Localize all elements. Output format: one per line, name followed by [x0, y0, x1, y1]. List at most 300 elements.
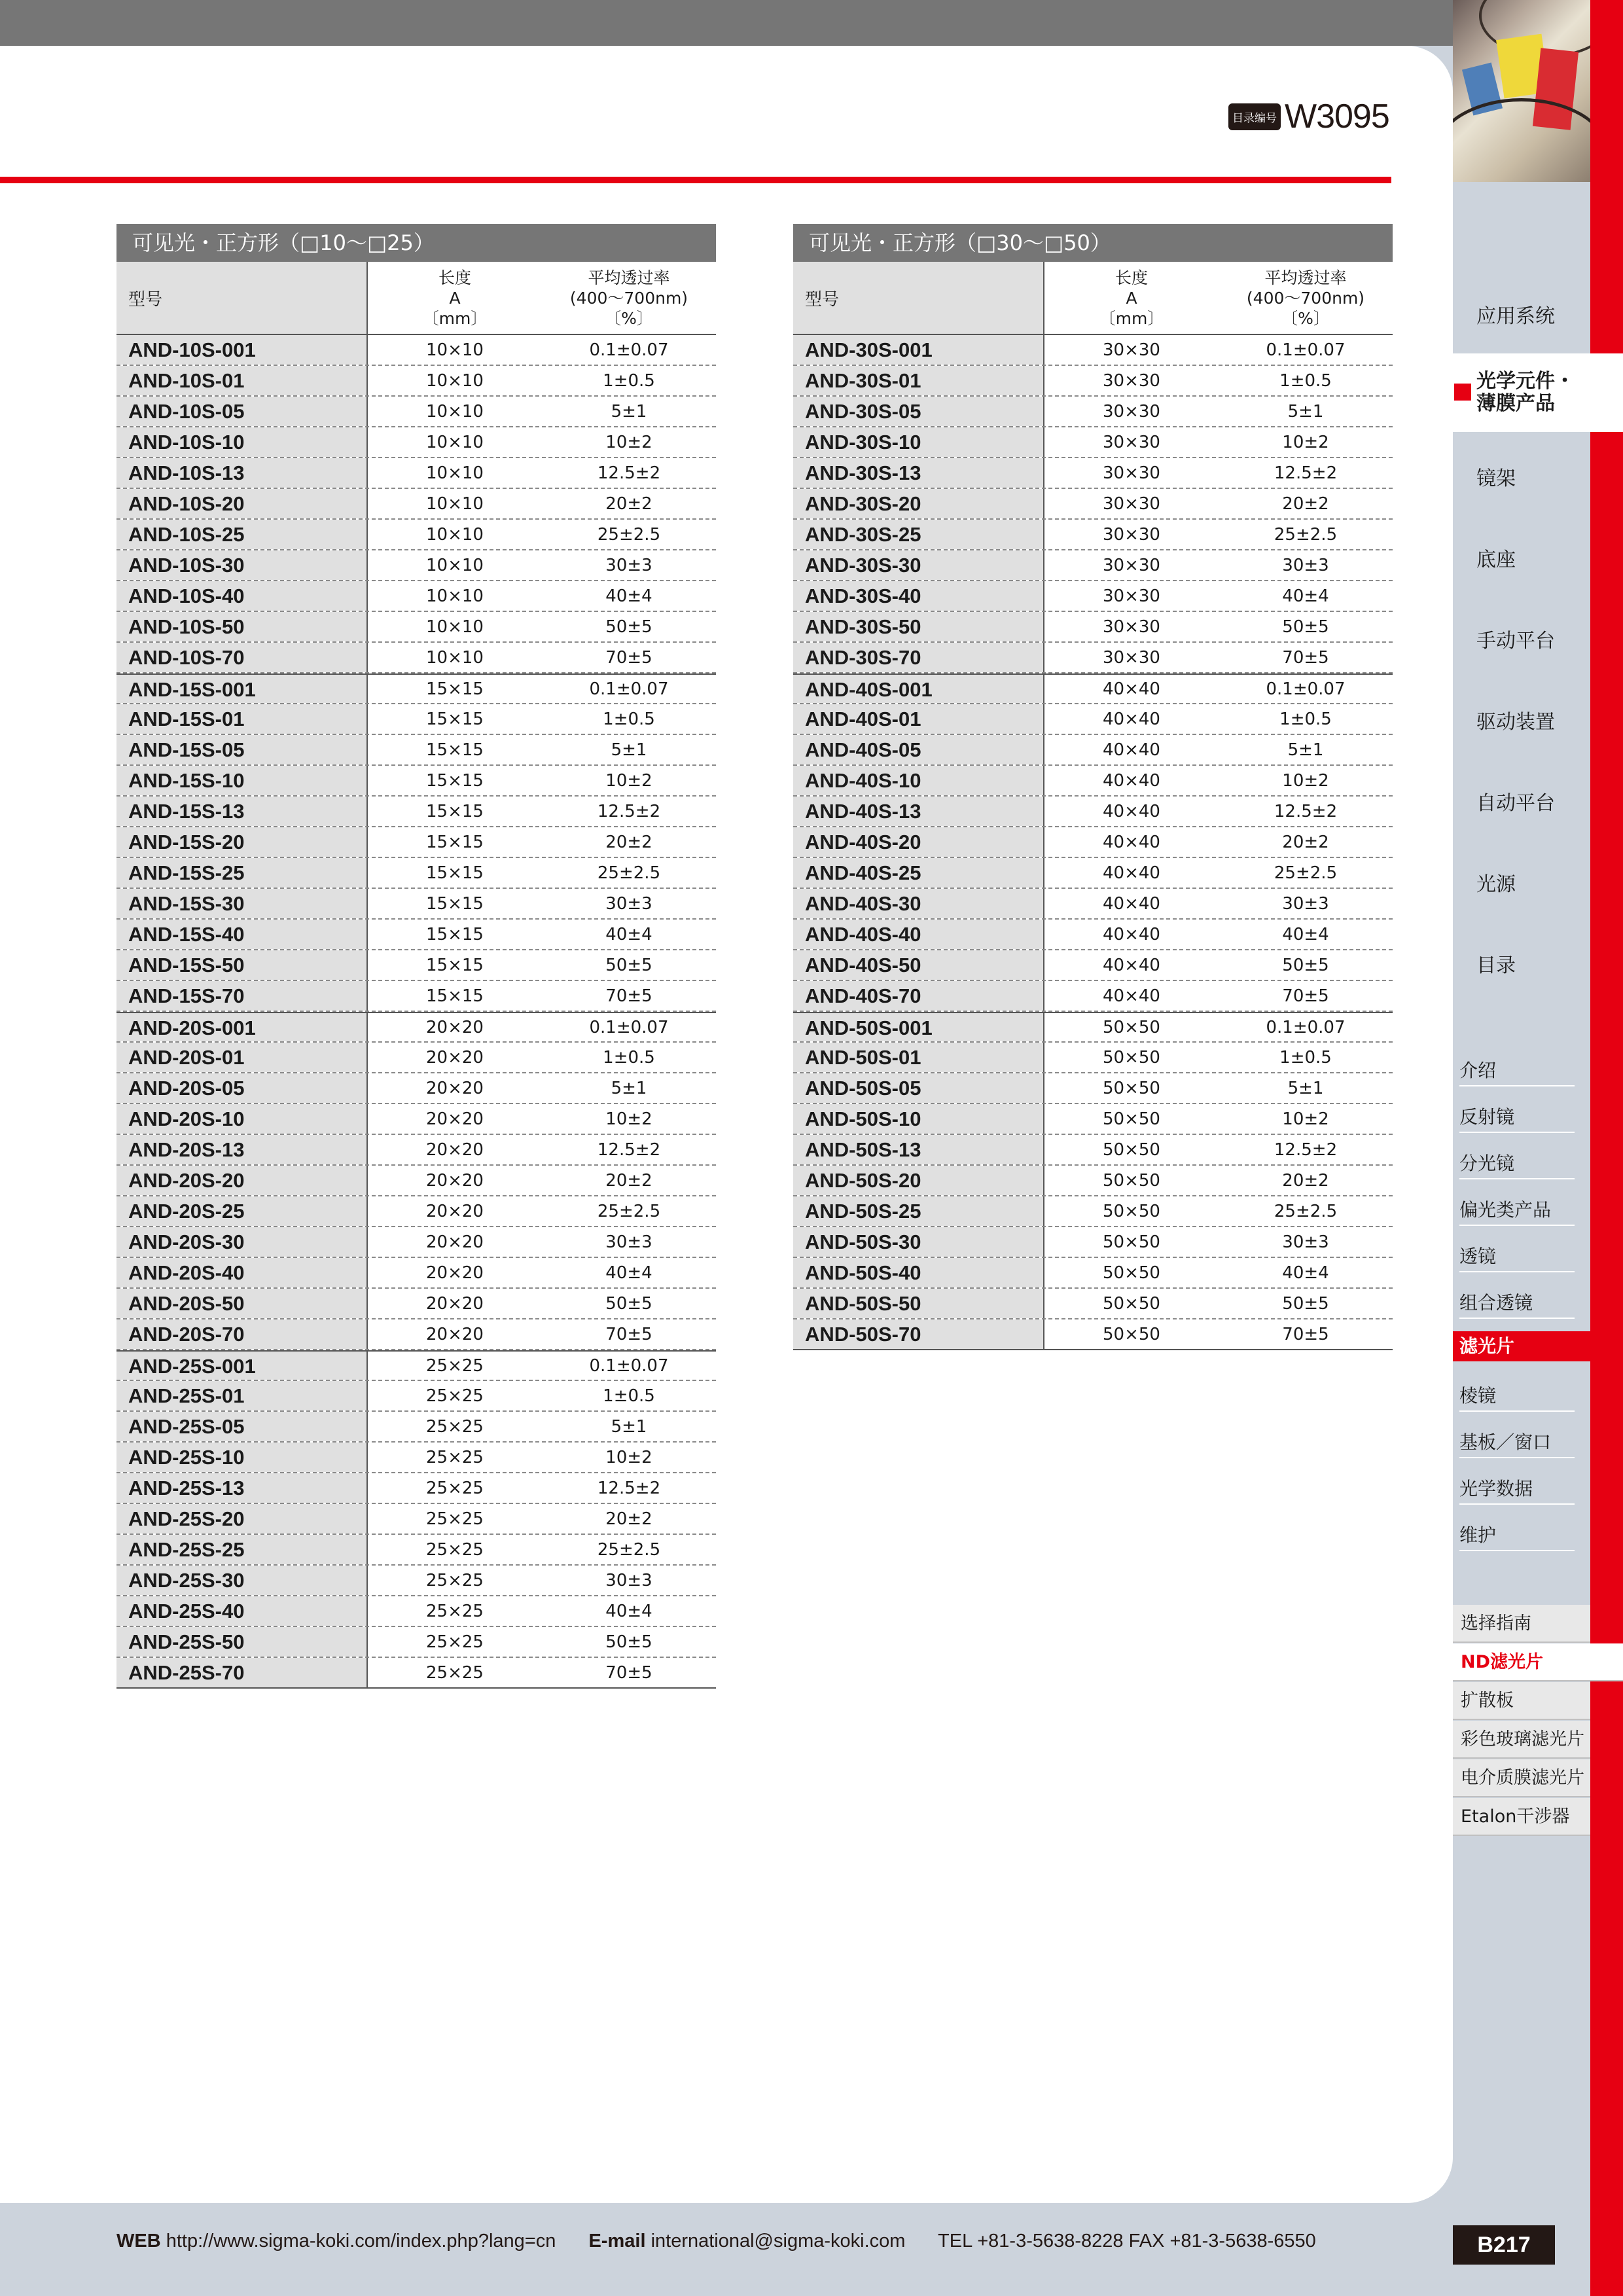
table-row [116, 766, 716, 797]
cell-length: 40×40 [1103, 863, 1160, 883]
sidebar-sub-item[interactable]: 分光镜 [1459, 1149, 1575, 1179]
table-row [793, 673, 1393, 704]
cell-transmittance: 20±2 [1282, 1170, 1329, 1191]
cell-transmittance: 1±0.5 [1279, 1047, 1332, 1067]
cell-model: AND-50S-20 [793, 1166, 1044, 1195]
cell-model: AND-20S-25 [116, 1196, 368, 1226]
cell-transmittance: 0.1±0.07 [1266, 679, 1346, 699]
cell-length: 10×10 [426, 617, 484, 637]
red-side-stripe [1590, 0, 1623, 2296]
cell-model: AND-25S-50 [116, 1627, 368, 1657]
cell-transmittance: 50±5 [605, 955, 652, 975]
cell-length: 30×30 [1103, 617, 1160, 637]
cell-transmittance: 0.1±0.07 [589, 1355, 669, 1376]
table-row [793, 643, 1393, 673]
table-row [116, 797, 716, 827]
table-row [116, 520, 716, 550]
table-row [116, 889, 716, 920]
table-row [116, 673, 716, 704]
cell-model: AND-25S-25 [116, 1535, 368, 1564]
table-row [116, 1289, 716, 1319]
cell-model: AND-40S-25 [793, 858, 1044, 888]
cell-length: 20×20 [426, 1263, 484, 1283]
table-row [793, 427, 1393, 458]
cell-model: AND-10S-10 [116, 427, 368, 457]
sidebar-sub-item[interactable]: 介绍 [1459, 1056, 1575, 1086]
cell-length: 50×50 [1103, 1047, 1160, 1067]
cell-model: AND-30S-01 [793, 366, 1044, 395]
cell-length: 10×10 [426, 432, 484, 452]
cell-transmittance: 12.5±2 [597, 1478, 661, 1498]
cell-length: 15×15 [426, 770, 484, 791]
sidebar-main-item[interactable]: 目录 [1476, 954, 1516, 977]
sidebar-sub-item-active[interactable]: 滤光片 [1453, 1331, 1623, 1361]
cell-model: AND-20S-13 [116, 1135, 368, 1164]
table-row [793, 1319, 1393, 1350]
cell-model: AND-40S-01 [793, 704, 1044, 734]
table-row [793, 735, 1393, 766]
cell-model: AND-50S-001 [793, 1013, 1044, 1041]
catalog-badge: 目录编号 [1228, 103, 1281, 130]
table-row [793, 704, 1393, 735]
cell-transmittance: 10±2 [605, 1447, 652, 1467]
cell-model: AND-15S-20 [116, 827, 368, 857]
table-row [116, 1658, 716, 1689]
cell-length: 10×10 [426, 586, 484, 606]
table-row [793, 1104, 1393, 1135]
cell-transmittance: 70±5 [1282, 1324, 1329, 1344]
cell-transmittance: 30±3 [1282, 893, 1329, 914]
cell-model: AND-25S-40 [116, 1596, 368, 1626]
cell-transmittance: 50±5 [1282, 955, 1329, 975]
cell-model: AND-20S-50 [116, 1289, 368, 1318]
sidebar-product-item[interactable]: 电介质膜滤光片 [1453, 1759, 1590, 1797]
table-row [116, 1566, 716, 1596]
cell-model: AND-40S-13 [793, 797, 1044, 826]
table-row [793, 397, 1393, 427]
sidebar-product-item[interactable]: 选择指南 [1453, 1605, 1590, 1643]
table-row [793, 1043, 1393, 1073]
table-header [793, 262, 1393, 335]
cell-transmittance: 0.1±0.07 [589, 1017, 669, 1037]
cell-model: AND-20S-10 [116, 1104, 368, 1134]
cell-model: AND-10S-50 [116, 612, 368, 641]
cell-length: 50×50 [1103, 1078, 1160, 1098]
cell-model: AND-50S-50 [793, 1289, 1044, 1318]
cell-transmittance: 70±5 [605, 1662, 652, 1683]
sidebar-sub-item[interactable]: 维护 [1459, 1521, 1575, 1551]
cell-length: 10×10 [426, 647, 484, 668]
table-row [116, 397, 716, 427]
cell-model: AND-20S-01 [116, 1043, 368, 1072]
sidebar-product-item[interactable]: 彩色玻璃滤光片 [1453, 1721, 1590, 1759]
catalog-code: W3095 [1285, 98, 1389, 135]
cell-length: 40×40 [1103, 801, 1160, 821]
table-row [116, 704, 716, 735]
cell-transmittance: 40±4 [1282, 1263, 1329, 1283]
cell-transmittance: 70±5 [605, 647, 652, 668]
cell-transmittance: 1±0.5 [1279, 370, 1332, 391]
cell-transmittance: 10±2 [605, 1109, 652, 1129]
table-row [116, 1596, 716, 1627]
cell-transmittance: 12.5±2 [597, 463, 661, 483]
cell-model: AND-40S-70 [793, 981, 1044, 1011]
sidebar-main-item[interactable]: 应用系统 [1476, 305, 1555, 328]
cell-model: AND-40S-40 [793, 920, 1044, 949]
cell-transmittance: 10±2 [1282, 432, 1329, 452]
cell-transmittance: 70±5 [605, 1324, 652, 1344]
cell-model: AND-25S-10 [116, 1443, 368, 1472]
table-row [116, 950, 716, 981]
cell-model: AND-50S-10 [793, 1104, 1044, 1134]
cell-transmittance: 70±5 [1282, 986, 1329, 1006]
cell-model: AND-30S-30 [793, 550, 1044, 580]
cell-transmittance: 12.5±2 [1274, 1139, 1338, 1160]
cell-length: 25×25 [426, 1632, 484, 1652]
cell-model: AND-15S-40 [116, 920, 368, 949]
cell-length: 25×25 [426, 1539, 484, 1560]
sidebar-main-item-active[interactable]: 光学元件・ 薄膜产品 [1476, 370, 1575, 415]
cell-transmittance: 30±3 [605, 893, 652, 914]
table-row [116, 1166, 716, 1196]
cell-length: 20×20 [426, 1078, 484, 1098]
table-row [116, 1443, 716, 1473]
cell-model: AND-25S-01 [116, 1381, 368, 1410]
cell-transmittance: 1±0.5 [603, 1047, 655, 1067]
cell-transmittance: 40±4 [605, 924, 652, 944]
table-row [793, 550, 1393, 581]
table-row [116, 335, 716, 366]
cell-length: 15×15 [426, 740, 484, 760]
table-row [116, 612, 716, 643]
cell-model: AND-50S-40 [793, 1258, 1044, 1287]
cell-model: AND-20S-30 [116, 1227, 368, 1257]
sidebar-sub-item[interactable]: 反射镜 [1459, 1103, 1575, 1133]
cell-model: AND-30S-70 [793, 643, 1044, 672]
cell-model: AND-30S-001 [793, 335, 1044, 365]
cell-model: AND-30S-20 [793, 489, 1044, 518]
cell-model: AND-50S-05 [793, 1073, 1044, 1103]
cell-length: 15×15 [426, 832, 484, 852]
cell-model: AND-50S-70 [793, 1319, 1044, 1349]
cell-length: 25×25 [426, 1570, 484, 1590]
sidebar-main-item[interactable]: 底座 [1476, 548, 1516, 571]
cell-transmittance: 30±3 [1282, 555, 1329, 575]
cell-model: AND-40S-20 [793, 827, 1044, 857]
cell-model: AND-30S-25 [793, 520, 1044, 549]
table-row [793, 766, 1393, 797]
cell-transmittance: 30±3 [605, 1232, 652, 1252]
cell-model: AND-30S-10 [793, 427, 1044, 457]
cell-length: 50×50 [1103, 1324, 1160, 1344]
cell-transmittance: 30±3 [605, 1570, 652, 1590]
cell-length: 40×40 [1103, 709, 1160, 729]
table-row [116, 1319, 716, 1350]
cell-length: 50×50 [1103, 1139, 1160, 1160]
table-row [793, 458, 1393, 489]
table-row [116, 981, 716, 1012]
cell-length: 30×30 [1103, 524, 1160, 545]
cell-transmittance: 25±2.5 [1274, 863, 1338, 883]
cell-transmittance: 10±2 [1282, 770, 1329, 791]
cell-length: 30×30 [1103, 432, 1160, 452]
cell-length: 40×40 [1103, 893, 1160, 914]
cell-transmittance: 10±2 [1282, 1109, 1329, 1129]
cell-transmittance: 20±2 [605, 1170, 652, 1191]
cell-length: 40×40 [1103, 955, 1160, 975]
cell-transmittance: 40±4 [605, 586, 652, 606]
cell-length: 15×15 [426, 709, 484, 729]
cell-transmittance: 50±5 [1282, 1293, 1329, 1314]
cell-model: AND-10S-05 [116, 397, 368, 426]
page-number: B217 [1453, 2225, 1555, 2265]
table-row [793, 950, 1393, 981]
cell-model: AND-10S-70 [116, 643, 368, 672]
cell-length: 15×15 [426, 986, 484, 1006]
table-row [116, 1350, 716, 1381]
cell-transmittance: 5±1 [1287, 740, 1324, 760]
table-row [116, 366, 716, 397]
active-marker [1454, 384, 1471, 401]
table-row [116, 1104, 716, 1135]
cell-length: 20×20 [426, 1017, 484, 1037]
cell-model: AND-10S-25 [116, 520, 368, 549]
cell-model: AND-40S-05 [793, 735, 1044, 764]
sidebar-nav [1453, 0, 1590, 2296]
table-row [116, 1043, 716, 1073]
cell-length: 50×50 [1103, 1263, 1160, 1283]
cell-length: 10×10 [426, 463, 484, 483]
cell-length: 40×40 [1103, 679, 1160, 699]
cell-length: 30×30 [1103, 401, 1160, 422]
table-row [793, 981, 1393, 1012]
cell-length: 10×10 [426, 370, 484, 391]
cell-length: 20×20 [426, 1293, 484, 1314]
cell-length: 20×20 [426, 1047, 484, 1067]
cell-length: 50×50 [1103, 1170, 1160, 1191]
cell-length: 30×30 [1103, 463, 1160, 483]
sidebar-main-item[interactable]: 驱动装置 [1476, 711, 1555, 734]
header-length: 长度 A 〔mm〕 [1044, 262, 1219, 334]
cell-length: 25×25 [426, 1601, 484, 1621]
cell-length: 40×40 [1103, 986, 1160, 1006]
cell-length: 10×10 [426, 401, 484, 422]
table-row [793, 889, 1393, 920]
table-row [116, 1135, 716, 1166]
cell-length: 10×10 [426, 493, 484, 514]
cell-transmittance: 0.1±0.07 [1266, 1017, 1346, 1037]
cell-transmittance: 20±2 [1282, 493, 1329, 514]
cell-model: AND-50S-13 [793, 1135, 1044, 1164]
table-row [116, 1012, 716, 1043]
cell-model: AND-25S-001 [116, 1352, 368, 1380]
table-title: 可见光・正方形（□10～□25） [116, 224, 716, 262]
cell-model: AND-10S-20 [116, 489, 368, 518]
cell-transmittance: 10±2 [605, 432, 652, 452]
table-row [116, 1196, 716, 1227]
footer-email-label: E-mail [588, 2231, 646, 2251]
cell-length: 30×30 [1103, 370, 1160, 391]
red-divider [0, 177, 1391, 183]
cell-length: 10×10 [426, 524, 484, 545]
cell-transmittance: 50±5 [605, 1293, 652, 1314]
cell-transmittance: 50±5 [1282, 617, 1329, 637]
cell-model: AND-15S-13 [116, 797, 368, 826]
cell-length: 40×40 [1103, 832, 1160, 852]
table-row [793, 797, 1393, 827]
cell-transmittance: 25±2.5 [597, 863, 661, 883]
cell-length: 20×20 [426, 1170, 484, 1191]
cell-model: AND-10S-01 [116, 366, 368, 395]
cell-transmittance: 40±4 [1282, 586, 1329, 606]
cell-transmittance: 12.5±2 [1274, 463, 1338, 483]
cell-length: 30×30 [1103, 340, 1160, 360]
sidebar-sub-item[interactable]: 偏光类产品 [1459, 1196, 1575, 1226]
table-title: 可见光・正方形（□30～□50） [793, 224, 1393, 262]
cell-length: 25×25 [426, 1416, 484, 1437]
cell-model: AND-15S-05 [116, 735, 368, 764]
cell-length: 25×25 [426, 1662, 484, 1683]
cell-model: AND-20S-05 [116, 1073, 368, 1103]
table-row [116, 489, 716, 520]
cell-transmittance: 25±2.5 [597, 1201, 661, 1221]
cell-length: 25×25 [426, 1478, 484, 1498]
cell-length: 50×50 [1103, 1201, 1160, 1221]
cell-transmittance: 0.1±0.07 [1266, 340, 1346, 360]
sidebar-sub-item[interactable]: 组合透镜 [1459, 1289, 1575, 1319]
sidebar-main-item[interactable]: 手动平台 [1476, 630, 1555, 653]
cell-transmittance: 40±4 [605, 1601, 652, 1621]
table-row [793, 612, 1393, 643]
cell-length: 15×15 [426, 924, 484, 944]
cell-transmittance: 5±1 [1287, 1078, 1324, 1098]
cell-model: AND-25S-05 [116, 1412, 368, 1441]
cell-model: AND-10S-13 [116, 458, 368, 488]
cell-length: 25×25 [426, 1355, 484, 1376]
footer-email[interactable]: international@sigma-koki.com [651, 2231, 906, 2251]
footer-web-url[interactable]: http://www.sigma-koki.com/index.php?lang=cn [166, 2231, 556, 2251]
cell-transmittance: 30±3 [1282, 1232, 1329, 1252]
cell-length: 30×30 [1103, 647, 1160, 668]
sidebar-sub-item[interactable]: 棱镜 [1459, 1382, 1575, 1412]
table-row [116, 643, 716, 673]
cell-transmittance: 5±1 [611, 1416, 647, 1437]
cell-transmittance: 12.5±2 [1274, 801, 1338, 821]
table-visible-square-30-50 [793, 224, 1393, 1350]
table-row [116, 920, 716, 950]
sidebar-main-item[interactable]: 自动平台 [1476, 792, 1555, 815]
sidebar-sub-item[interactable]: 基板／窗口 [1459, 1428, 1575, 1458]
table-row [116, 1258, 716, 1289]
cell-model: AND-25S-70 [116, 1658, 368, 1687]
table-row [793, 1166, 1393, 1196]
header-model: 型号 [793, 262, 1044, 334]
cell-transmittance: 25±2.5 [1274, 524, 1338, 545]
table-row [116, 1412, 716, 1443]
cell-length: 10×10 [426, 340, 484, 360]
cell-model: AND-25S-20 [116, 1504, 368, 1534]
cell-model: AND-30S-40 [793, 581, 1044, 611]
sidebar-product-item[interactable]: 扩散板 [1453, 1682, 1590, 1720]
cell-model: AND-30S-05 [793, 397, 1044, 426]
cell-transmittance: 5±1 [611, 401, 647, 422]
cell-transmittance: 20±2 [1282, 832, 1329, 852]
table-row [116, 427, 716, 458]
table-row [116, 1535, 716, 1566]
cell-model: AND-30S-50 [793, 612, 1044, 641]
cell-transmittance: 20±2 [605, 493, 652, 514]
table-row [793, 1196, 1393, 1227]
cell-model: AND-50S-01 [793, 1043, 1044, 1072]
sidebar-main-item[interactable]: 镜架 [1476, 467, 1516, 490]
table-row [116, 827, 716, 858]
cell-length: 50×50 [1103, 1232, 1160, 1252]
cell-model: AND-20S-20 [116, 1166, 368, 1195]
footer-tel-fax: TEL +81-3-5638-8228 FAX +81-3-5638-6550 [938, 2231, 1316, 2251]
cell-model: AND-20S-70 [116, 1319, 368, 1349]
cell-length: 25×25 [426, 1447, 484, 1467]
cell-transmittance: 10±2 [605, 770, 652, 791]
table-row [793, 1227, 1393, 1258]
cell-model: AND-40S-50 [793, 950, 1044, 980]
cell-transmittance: 25±2.5 [1274, 1201, 1338, 1221]
table-row [793, 520, 1393, 550]
cell-length: 50×50 [1103, 1293, 1160, 1314]
table-row [116, 458, 716, 489]
table-row [793, 1073, 1393, 1104]
cell-model: AND-50S-25 [793, 1196, 1044, 1226]
sidebar-main-item[interactable]: 光源 [1476, 873, 1516, 896]
cell-model: AND-15S-10 [116, 766, 368, 795]
cell-length: 15×15 [426, 679, 484, 699]
cell-transmittance: 50±5 [605, 1632, 652, 1652]
cell-length: 15×15 [426, 893, 484, 914]
top-bar [0, 0, 1453, 46]
table-row [116, 550, 716, 581]
cell-length: 30×30 [1103, 493, 1160, 514]
cell-transmittance: 70±5 [1282, 647, 1329, 668]
cell-model: AND-10S-40 [116, 581, 368, 611]
header-model: 型号 [116, 262, 368, 334]
sidebar-sub-item[interactable]: 透镜 [1459, 1242, 1575, 1272]
cell-length: 20×20 [426, 1201, 484, 1221]
sidebar-sub-item[interactable]: 光学数据 [1459, 1475, 1575, 1505]
table-visible-square-10-25 [116, 224, 716, 1689]
table-row [116, 858, 716, 889]
table-header [116, 262, 716, 335]
cell-length: 50×50 [1103, 1109, 1160, 1129]
sidebar-product-item[interactable]: Etalon干涉器 [1453, 1798, 1590, 1836]
cell-transmittance: 5±1 [611, 740, 647, 760]
cell-transmittance: 5±1 [611, 1078, 647, 1098]
footer-contact [116, 2231, 1316, 2252]
table-row [793, 1258, 1393, 1289]
table-row [793, 335, 1393, 366]
cell-length: 15×15 [426, 863, 484, 883]
cell-length: 25×25 [426, 1386, 484, 1406]
cell-transmittance: 1±0.5 [603, 709, 655, 729]
cell-transmittance: 70±5 [605, 986, 652, 1006]
table-row [793, 366, 1393, 397]
cell-length: 20×20 [426, 1109, 484, 1129]
sidebar-product-item-active[interactable]: ND滤光片 [1453, 1643, 1623, 1681]
cell-transmittance: 12.5±2 [597, 801, 661, 821]
cell-model: AND-15S-50 [116, 950, 368, 980]
cell-length: 25×25 [426, 1509, 484, 1529]
cell-model: AND-15S-01 [116, 704, 368, 734]
cell-model: AND-30S-13 [793, 458, 1044, 488]
cell-model: AND-50S-30 [793, 1227, 1044, 1257]
